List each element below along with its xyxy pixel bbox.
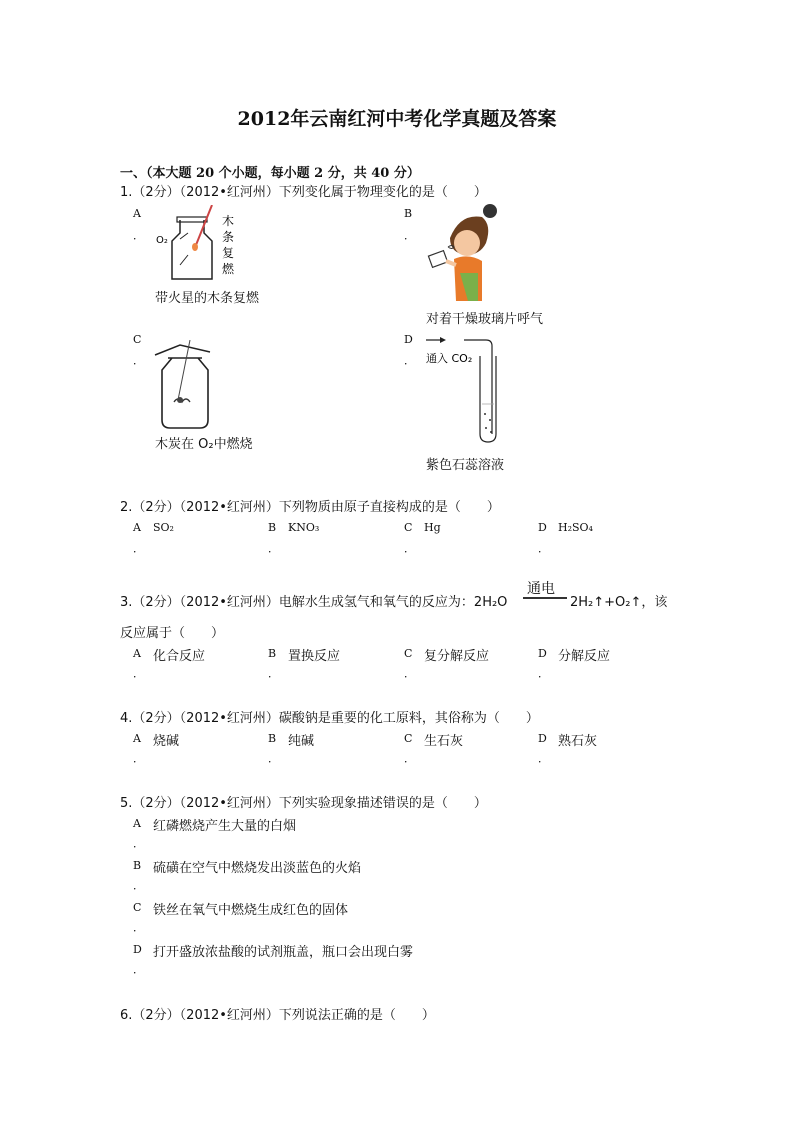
question-3-stem-line2: 反应属于（ ）	[120, 626, 225, 641]
q2-option-b-letter: B	[268, 521, 277, 534]
q1-b-figure-girl	[420, 203, 500, 305]
q3-option-d-dot: ．	[538, 667, 549, 680]
question-6-stem: 6.（2分）（2012•红河州）下列说法正确的是（ ）	[120, 1008, 435, 1023]
q1-option-d-caption: 紫色石蕊溶液	[426, 458, 505, 473]
q3-option-b-dot: ．	[268, 667, 279, 680]
question-3-stem-part1: 3.（2分）（2012•红河州）电解水生成氢气和氧气的反应为：2H₂O	[120, 595, 508, 610]
question-4-stem: 4.（2分）（2012•红河州）碳酸钠是重要的化工原料，其俗称为（ ）	[120, 711, 539, 726]
q2-option-a-text: SO₂	[153, 521, 174, 534]
question-2-stem: 2.（2分）（2012•红河州）下列物质由原子直接构成的是（ ）	[120, 500, 500, 515]
q1-a-label-2: 条	[222, 230, 235, 244]
q1-option-c-caption: 木炭在 O₂中燃烧	[155, 437, 253, 452]
question-3-stem-part2: 2H₂↑+O₂↑，该	[570, 595, 668, 610]
q4-option-a-text: 烧碱	[153, 734, 180, 749]
q3-option-c-letter: C	[404, 647, 413, 660]
q3-option-c-dot: ．	[404, 667, 415, 680]
q3-option-d-letter: D	[538, 647, 547, 660]
q4-option-a-letter: A	[133, 732, 141, 745]
q1-d-figure-test-tube	[420, 334, 520, 446]
q2-option-d-text: H₂SO₄	[558, 521, 593, 534]
q2-option-d-dot: ．	[538, 542, 549, 555]
q4-option-b-text: 纯碱	[288, 734, 315, 749]
q4-option-c-text: 生石灰	[424, 734, 464, 749]
page-title: 2012年云南红河中考化学真题及答案	[237, 108, 557, 130]
q1-c-figure-jar	[150, 340, 220, 430]
q1-option-b-letter: B	[404, 207, 413, 220]
q3-option-a-text: 化合反应	[153, 649, 206, 664]
q4-option-d-letter: D	[538, 732, 547, 745]
q1-option-b-caption: 对着干燥玻璃片呼气	[426, 312, 544, 327]
q1-a-figure-bottle	[150, 205, 250, 285]
q3-option-a-letter: A	[133, 647, 141, 660]
q5-option-b-letter: B	[133, 859, 142, 872]
q5-option-b-text: 硫磺在空气中燃烧发出淡蓝色的火焰	[153, 861, 362, 876]
q3-reaction-line	[523, 597, 567, 599]
q4-option-c-dot: ．	[404, 752, 415, 765]
q1-a-label-o2: O₂	[156, 235, 168, 246]
q1-option-c-dot: ．	[133, 354, 144, 367]
question-5-stem: 5.（2分）（2012•红河州）下列实验现象描述错误的是（ ）	[120, 796, 487, 811]
q1-a-label-4: 燃	[222, 262, 235, 276]
q5-option-a-dot: ．	[133, 837, 144, 850]
q1-option-d-letter: D	[404, 333, 413, 346]
q3-option-d-text: 分解反应	[558, 649, 611, 664]
q5-option-b-dot: ．	[133, 879, 144, 892]
q2-option-a-letter: A	[133, 521, 141, 534]
q3-option-a-dot: ．	[133, 667, 144, 680]
q2-option-c-letter: C	[404, 521, 413, 534]
q5-option-d-dot: ．	[133, 963, 144, 976]
q3-option-b-letter: B	[268, 647, 277, 660]
q1-a-label-3: 复	[222, 246, 235, 260]
q4-option-d-text: 熟石灰	[558, 734, 598, 749]
q5-option-c-letter: C	[133, 901, 142, 914]
q4-option-c-letter: C	[404, 732, 413, 745]
q4-option-b-letter: B	[268, 732, 277, 745]
q1-option-a-dot: ．	[133, 229, 144, 242]
q3-option-c-text: 复分解反应	[424, 649, 490, 664]
q5-option-c-dot: ．	[133, 921, 144, 934]
q5-option-a-text: 红磷燃烧产生大量的白烟	[153, 819, 297, 834]
q2-option-b-text: KNO₃	[288, 521, 320, 534]
q4-option-a-dot: ．	[133, 752, 144, 765]
q5-option-d-letter: D	[133, 943, 142, 956]
q5-option-c-text: 铁丝在氧气中燃烧生成红色的固体	[153, 903, 349, 918]
q1-option-b-dot: ．	[404, 229, 415, 242]
q2-option-c-text: Hg	[424, 521, 441, 534]
q3-option-b-text: 置换反应	[288, 649, 341, 664]
q1-option-a-letter: A	[133, 207, 141, 220]
q2-option-a-dot: ．	[133, 542, 144, 555]
q2-option-c-dot: ．	[404, 542, 415, 555]
q1-option-a-caption: 带火星的木条复燃	[155, 291, 260, 306]
q1-d-label-co2: 通入 CO₂	[426, 352, 473, 365]
q5-option-d-text: 打开盛放浓盐酸的试剂瓶盖，瓶口会出现白雾	[153, 945, 414, 960]
q4-option-d-dot: ．	[538, 752, 549, 765]
q1-option-d-dot: ．	[404, 354, 415, 367]
q2-option-b-dot: ．	[268, 542, 279, 555]
q2-option-d-letter: D	[538, 521, 547, 534]
q1-a-label-1: 木	[222, 214, 235, 228]
q1-option-c-letter: C	[133, 333, 142, 346]
question-1-stem: 1.（2分）（2012•红河州）下列变化属于物理变化的是（ ）	[120, 185, 487, 200]
q3-condition: 通电	[527, 581, 555, 597]
q4-option-b-dot: ．	[268, 752, 279, 765]
section-heading: 一、（本大题 20 个小题，每小题 2 分，共 40 分）	[120, 166, 420, 181]
q5-option-a-letter: A	[133, 817, 141, 830]
